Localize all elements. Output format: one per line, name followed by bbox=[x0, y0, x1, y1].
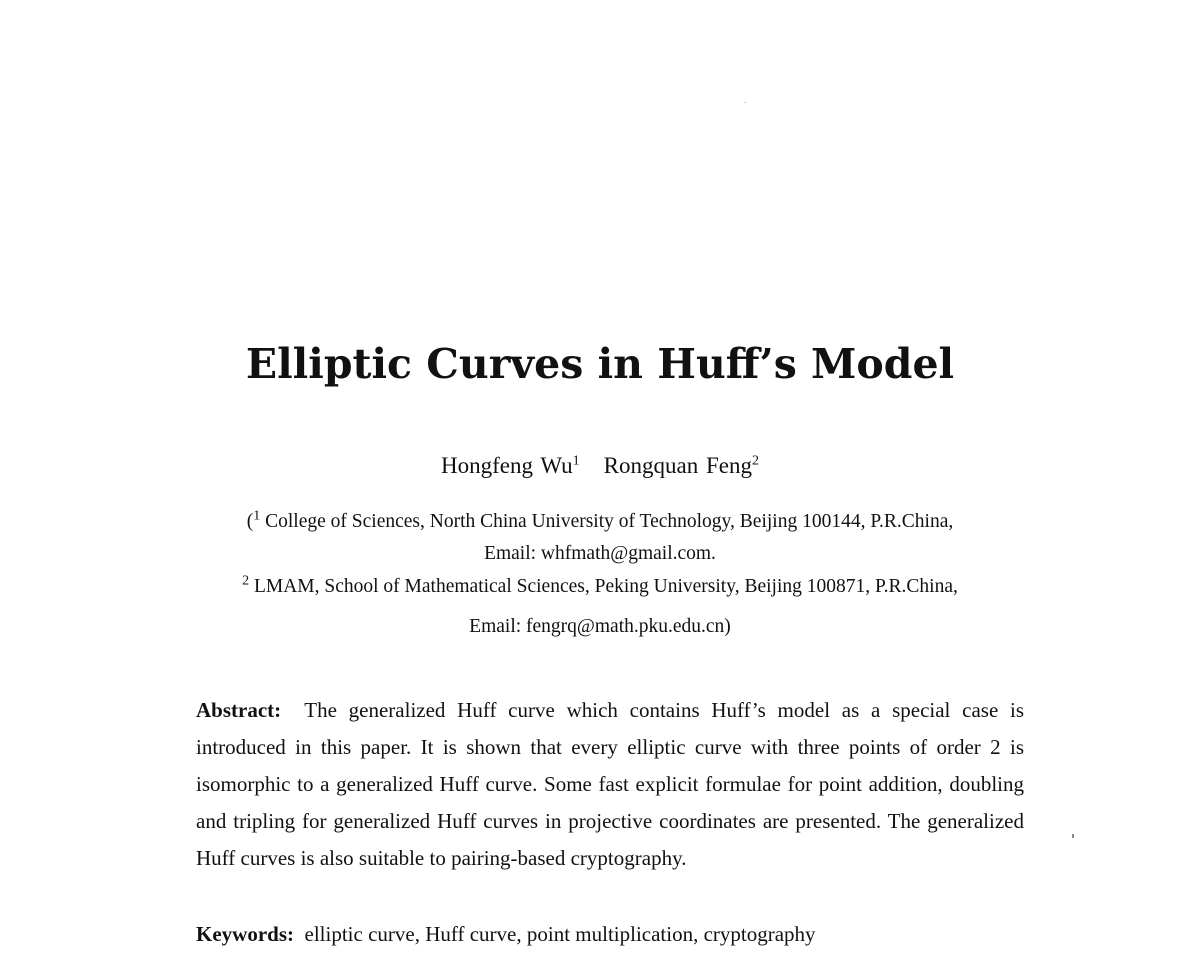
affiliation-mark: 1 bbox=[253, 508, 261, 524]
author-name: Hongfeng Wu bbox=[441, 453, 573, 478]
abstract-text: The generalized Huff curve which contains Huff’s model as a special case is introduced in this paper. It is shown that every elliptic curve with three points of order 2 is isomorphic to a generalized Huff curve. Some fast explicit formulae for point addition, doubling and tripling for generalized Huff curves in projective coordinates are presented. The generalized Huff curves is also suitable to pairing-based cryptography. bbox=[196, 698, 1025, 870]
author-line bbox=[0, 450, 1200, 482]
affiliation-1 bbox=[0, 508, 1200, 536]
affiliation-2 bbox=[0, 573, 1200, 601]
keywords bbox=[196, 916, 1024, 953]
author-affiliation-mark: 2 bbox=[751, 453, 759, 469]
keywords-label: Keywords: bbox=[196, 922, 294, 946]
affiliation-text: College of Sciences, North China University of Technology, Beijing 100144, P.R.China, bbox=[265, 511, 954, 532]
scan-speck bbox=[744, 102, 746, 103]
author-affiliation-mark: 1 bbox=[572, 453, 580, 469]
author-name: Rongquan Feng bbox=[603, 453, 752, 478]
paper-title: Elliptic Curves in Huff’s Model bbox=[245, 340, 955, 388]
affiliation-2-email: Email: fengrq@math.pku.edu.cn) bbox=[469, 616, 731, 637]
abstract-label: Abstract: bbox=[196, 698, 282, 722]
affiliation-open-paren: ( bbox=[246, 511, 254, 532]
affiliation-1-email: Email: whfmath@gmail.com. bbox=[484, 543, 716, 564]
abstract bbox=[196, 692, 1024, 877]
affiliation-mark: 2 bbox=[242, 573, 250, 589]
scan-speck bbox=[1072, 834, 1074, 838]
affiliation-text: LMAM, School of Mathematical Sciences, Peking University, Beijing 100871, P.R.China, bbox=[253, 576, 958, 597]
keywords-text: elliptic curve, Huff curve, point multiplication, cryptography bbox=[304, 922, 816, 946]
